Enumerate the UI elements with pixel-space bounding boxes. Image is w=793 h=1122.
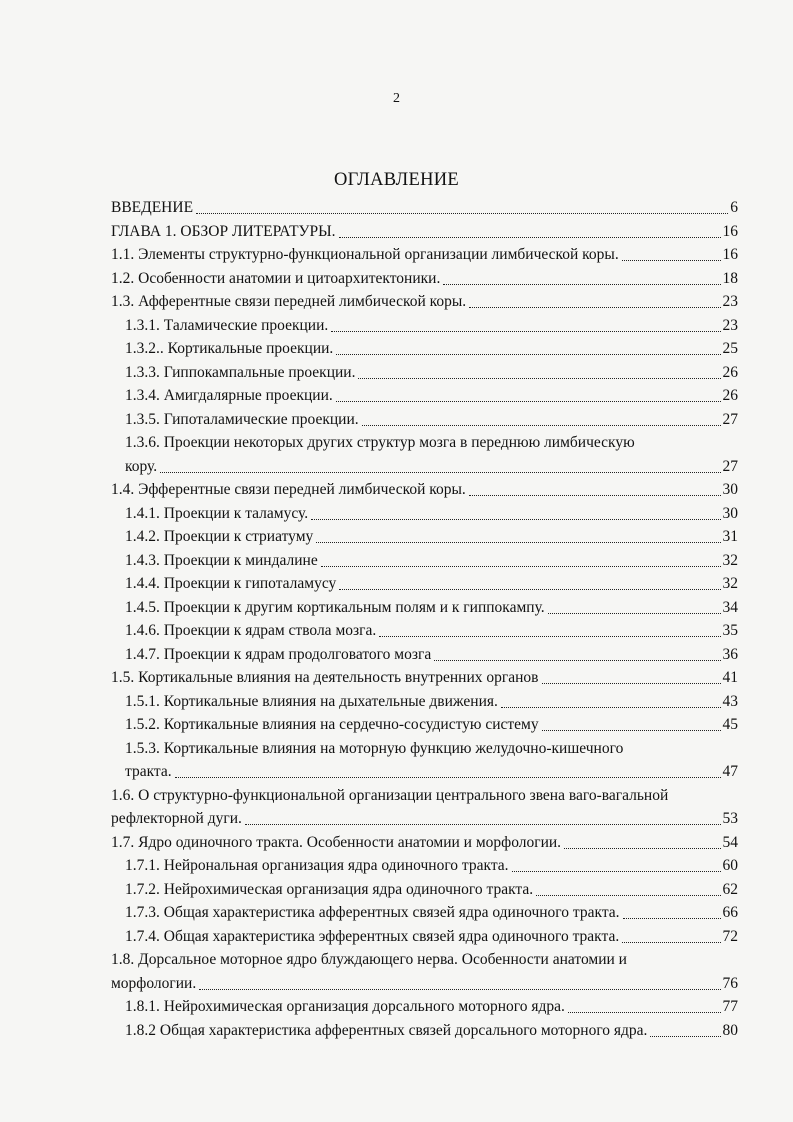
toc-entry: 1.3.3. Гиппокампальные проекции. 26	[125, 363, 738, 381]
toc-entry: кору. 27	[125, 457, 738, 475]
toc-entry: 1.7.1. Нейрональная организация ядра одиночного тракта. 60	[125, 857, 738, 874]
toc-entry: 1.4.4. Проекции к гипоталамусу 32	[125, 575, 738, 592]
toc-entry: 1.3.5. Гипоталамические проекции. 27	[125, 410, 738, 428]
toc-entry: 1.5. Кортикальные влияния на деятельность внутренних органов 41	[111, 669, 738, 686]
toc-entry: 1.4.3. Проекции к миндалине 32	[125, 551, 738, 569]
toc-entry-multiline	[111, 784, 738, 831]
toc-entry: 1.1. Элементы структурно-функциональной организации лимбической коры. 16	[111, 246, 738, 263]
toc-entry: 1.3.4. Амигдалярные проекции. 26	[125, 387, 738, 404]
toc-entry: 1.7.4. Общая характеристика эфферентных связей ядра одиночного тракта. 72	[125, 927, 738, 945]
toc-entry-multiline	[111, 737, 738, 784]
toc-entry: 1.7.2. Нейрохимическая организация ядра одиночного тракта. 62	[125, 880, 738, 898]
toc-entry: 1.8.2 Общая характеристика афферентных связей дорсального моторного ядра. 80	[125, 1021, 738, 1039]
toc-entry: 1.7.3. Общая характеристика афферентных связей ядра одиночного тракта. 66	[125, 904, 738, 921]
toc-entry-multiline	[111, 948, 738, 995]
toc-entry-multiline	[111, 431, 738, 478]
toc-entry: 1.3.1. Таламические проекции. 23	[125, 316, 738, 334]
table-of-contents	[111, 196, 738, 1042]
toc-entry: 1.4.2. Проекции к стриатуму 31	[125, 528, 738, 545]
toc-entry-text-line: 1.8. Дорсальное моторное ядро блуждающего нерва. Особенности анатомии и	[111, 951, 627, 968]
toc-entry: 1.4.7. Проекции к ядрам продолговатого мозга 36	[125, 645, 738, 663]
toc-entry: 1.4.5. Проекции к другим кортикальным полям и к гиппокампу. 34	[125, 598, 738, 616]
toc-entry: рефлекторной дуги. 53	[111, 810, 738, 827]
toc-entry: морфологии. 76	[111, 974, 738, 992]
toc-entry: 1.4.1. Проекции к таламусу. 30	[125, 504, 738, 522]
toc-entry: 1.5.1. Кортикальные влияния на дыхательные движения. 43	[125, 692, 738, 710]
toc-entry: 1.2. Особенности анатомии и цитоархитектоники. 18	[111, 269, 738, 287]
page-number: 2	[393, 91, 400, 106]
toc-entry: 1.8.1. Нейрохимическая организация дорсального моторного ядра. 77	[125, 998, 738, 1015]
toc-entry-text-line: 1.5.3. Кортикальные влияния на моторную функцию желудочно-кишечного	[125, 739, 624, 757]
toc-entry: 1.3.2.. Кортикальные проекции. 25	[125, 340, 738, 357]
toc-entry: 1.3. Афферентные связи передней лимбической коры. 23	[111, 293, 738, 310]
toc-entry: 1.5.2. Кортикальные влияния на сердечно-сосудистую систему 45	[125, 716, 738, 733]
toc-entry: 1.7. Ядро одиночного тракта. Особенности анатомии и морфологии. 54	[111, 833, 738, 851]
toc-entry: тракта. 47	[125, 763, 738, 780]
toc-entry-text-line: 1.3.6. Проекции некоторых других структур мозга в переднюю лимбическую	[125, 434, 635, 451]
toc-entry: 1.4.6. Проекции к ядрам ствола мозга. 35	[125, 622, 738, 639]
toc-entry: ГЛАВА 1. ОБЗОР ЛИТЕРАТУРЫ. 16	[111, 222, 738, 240]
toc-entry: ВВЕДЕНИЕ 6	[111, 199, 738, 216]
toc-entry-text-line: 1.6. О структурно-функциональной организации центрального звена ваго-вагальной	[111, 786, 669, 804]
toc-title: ОГЛАВЛЕНИЕ	[333, 170, 460, 190]
toc-entry: 1.4. Эфферентные связи передней лимбической коры. 30	[111, 481, 738, 498]
